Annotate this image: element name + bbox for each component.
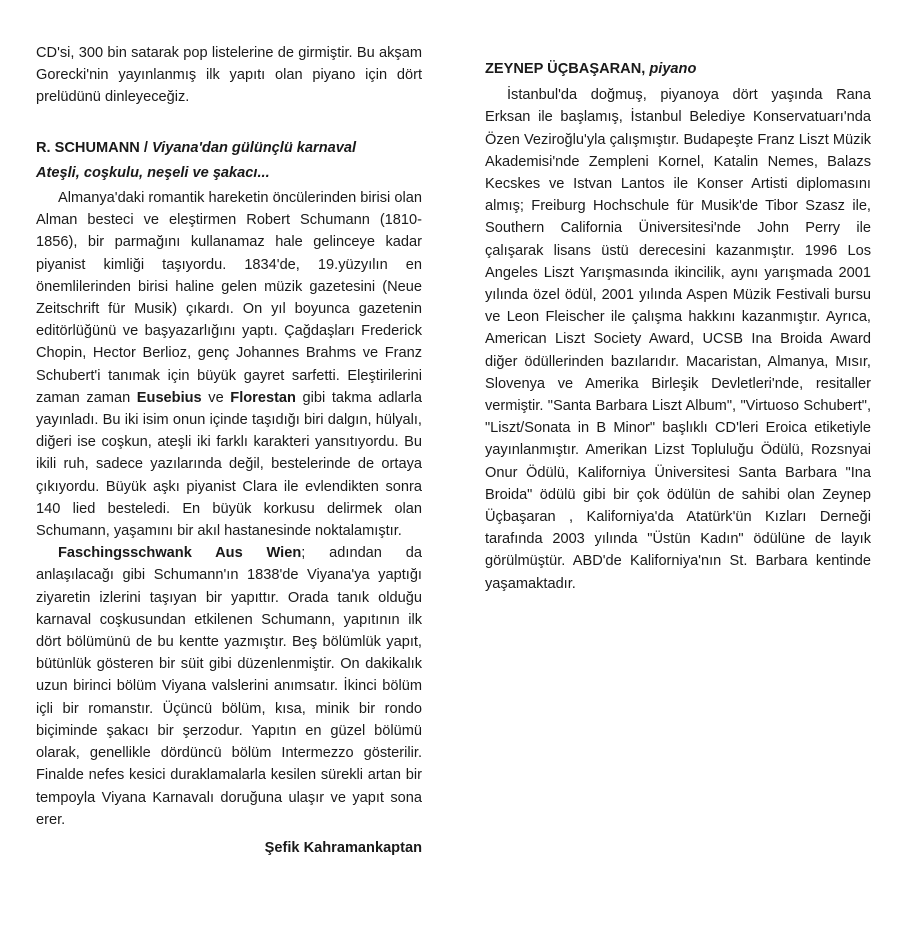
- work-description: ; adından da anlaşılacağı gibi Schumann'ın 1838'de Viyana'ya yaptığı ziyaretin izlerini taşıyan bir yapıttır. Orada tanık olduğu karnaval coşkusundan etkilenen Schumann, yapıtının ilk dört bölümünü de bu kentte yazmıştır. Beş bölümlük yapıt, bütünlük gösteren bir süit gibi düzenlenmiştir. On dakikalık uzun birinci bölüm Viyana valslerini anımsatır. İkinci bölüm içli bir romanstır. Üçüncü bölüm, kısa, minik bir rondo biçiminde şakacı bir şerzodur. Yapıtın en güzel bölümü olarak, genellikle dördüncü bölüm Intermezzo gösterilir. Finalde nefes kesici duraklamalarla kesilen sürekli artan bir tempoyla Viyana Karnavalı doruğuna ulaşır ve yapıt sona erer.: [36, 545, 422, 828]
- work-title: Faschingsschwank Aus Wien: [58, 545, 302, 562]
- schumann-text-b: gibi takma adlarla yayınladı. Bu iki isim onun içinde taşıdığı biri dalgın, hülyalı, diğeri ise coşkun, ateşli iki farklı karakteri yansıtıyordu. Bu ikili ruh, sadece yazılarında değil, bestelerinde de ortaya çıkıyordu. Büyük aşkı piyanist Clara ile evlendikten sonra 140 lied besteledi. En büyük korkusu delirmek olan Schumann, yaşamını bir akıl hastanesinde noktalamıştır.: [36, 389, 423, 540]
- right-column: [485, 58, 871, 595]
- performer-name: ZEYNEP ÜÇBAŞARAN,: [485, 61, 650, 77]
- intro-paragraph: CD'si, 300 bin satarak pop listelerine de girmiştir. Bu akşam Gorecki'nin yayınlanmış ilk yapıtı olan piyano için dört prelüdünü dinleyeceğiz.: [36, 45, 422, 106]
- eusebius-name: Eusebius: [136, 389, 202, 406]
- section-heading: [36, 137, 422, 159]
- performer-heading: [485, 58, 871, 80]
- heading-composer: R. SCHUMANN /: [36, 139, 152, 156]
- heading-work-title: Viyana'dan gülünçlü karnaval: [151, 139, 357, 156]
- performer-instrument: piyano: [649, 61, 697, 77]
- left-column: [36, 42, 422, 859]
- performer-bio: İstanbul'da doğmuş, piyanoya dört yaşında Rana Erksan ile başlamış, İstanbul Belediye Konservatuarı'nda Özen Veziroğlu'yla çalışmıştır. Budapeşte Franz Liszt Müzik Akademisi'nde Zempleni Kornel, Katalin Nemes, Balazs Kecskes ve Istvan Lantos ile Konser Artisti diplomasını almış; Freiburg Hochschule für Musik'de Tibor Szasz ile, Southern California Üniversitesi'nde John Perry ile çalışarak lisans üstü derecesini kazanmıştır. 1996 Los Angeles Liszt Yarışmasında ikincilik, aynı yarışmada 2001 yılında özel ödül, 2001 yılında Aspen Müzik Festivali bursu ve Leon Fleischer ile çalışma hakkını kazanmıştır. Ayrıca, American Liszt Society Award, UCSB Ina Broida Award diğer ödüllerinden bazılarıdır. Macaristan, Almanya, Mısır, Slovenya ve Amerika Birleşik Devletleri'nde, resitaller vermiştir. "Santa Barbara Liszt Album", "Virtuoso Schubert", "Liszt/Sonata in B Minor" başlıklı CD'leri Eroica etiketiyle yayınlanmıştır. Amerikan Lizst Topluluğu Ödülü, Rozsnyai Onur Ödülü, Kaliforniya Üniversitesi Santa Barbara "Ina Broida" ödülü gibi bir çok ödülün de sahibi olan Zeynep Üçbaşaran , Kaliforniya'da Atatürk'ün Kızları Derneği tarafında 2003 yılında "Üstün Kadın" ödülüne de layık görülmüştür. ABD'de Kaliforniya'nın St. Barbara kentinde yaşamaktadır.: [485, 87, 871, 592]
- florestan-name: Florestan: [230, 389, 296, 406]
- article-author: Şefik Kahramankaptan: [264, 839, 422, 856]
- schumann-text-a: Almanya'daki romantik hareketin öncülerinden birisi olan Alman besteci ve eleştirmen Robert Schumann (1810-1856), bir parmağını kullanamaz hale gelinceye kadar piyanist kimliği taşıyordu. 1834'de, 19.yüzyılın en önemlilerinden birisi haline gelen müzik gazetesini (Neue Zeitschrift für Musik) çıkardı. On yıl boyunca gazetenin editörlüğünü ve başyazarlığını yaptı. Çağdaşları Frederick Chopin, Hector Berlioz, genç Johannes Brahms ve Franz Schubert'i tanımak için büyük gayret sarfetti. Eleştirilerini zaman zaman: [36, 190, 422, 406]
- conjunction-text: ve: [201, 389, 231, 406]
- work-paragraph: [36, 542, 422, 831]
- section-subtitle: Ateşli, coşkulu, neşeli ve şakacı...: [36, 164, 270, 181]
- schumann-paragraph: [36, 187, 422, 542]
